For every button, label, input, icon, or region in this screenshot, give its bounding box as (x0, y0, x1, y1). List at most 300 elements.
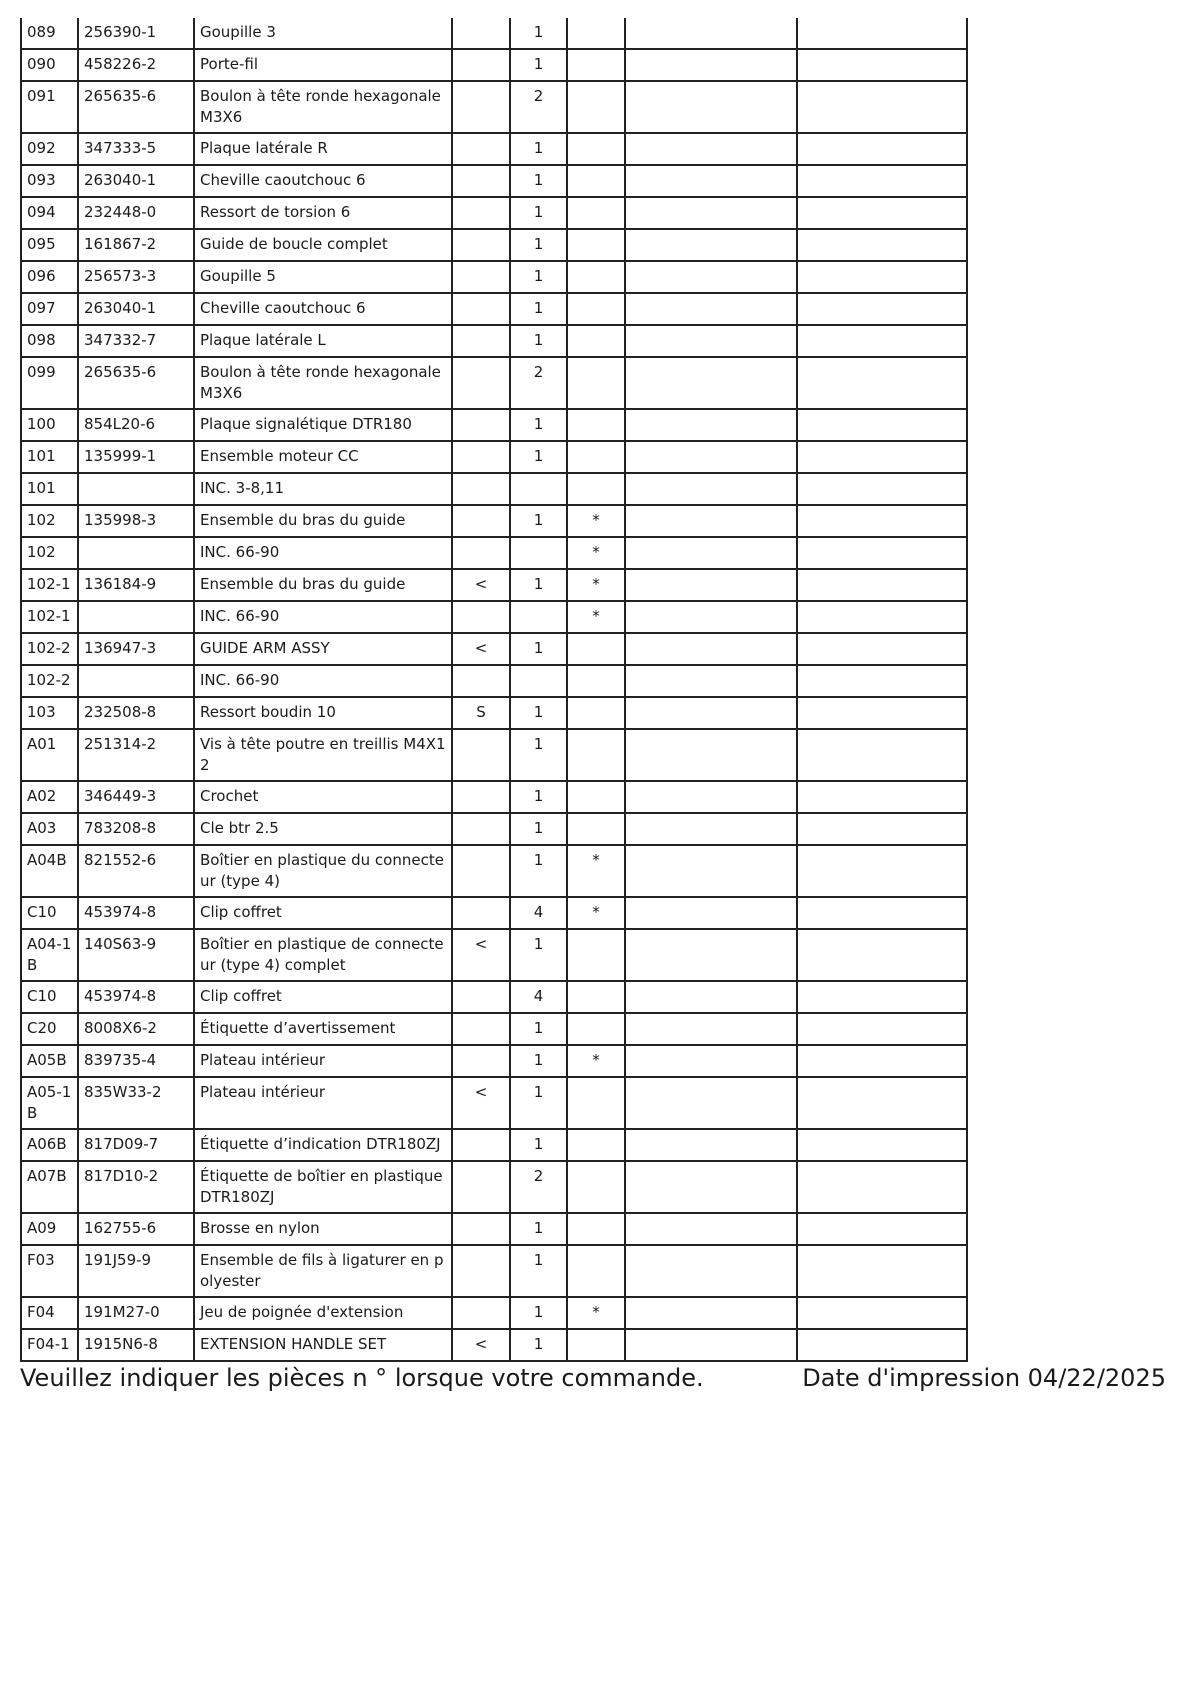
quantity-cell: 1 (510, 18, 567, 49)
empty-cell (797, 781, 967, 813)
note-mark-cell (567, 633, 625, 665)
change-flag-cell (452, 781, 510, 813)
quantity-cell: 1 (510, 1129, 567, 1161)
part-number-cell: 140S63-9 (78, 929, 194, 981)
quantity-cell: 1 (510, 1013, 567, 1045)
change-flag-cell (452, 729, 510, 781)
empty-cell (625, 229, 797, 261)
description-cell: GUIDE ARM ASSY (194, 633, 452, 665)
empty-cell (797, 697, 967, 729)
quantity-cell: 1 (510, 1213, 567, 1245)
table-row (21, 1129, 967, 1161)
empty-cell (625, 729, 797, 781)
ref-number-cell: 095 (21, 229, 78, 261)
note-mark-cell (567, 1213, 625, 1245)
quantity-cell: 1 (510, 633, 567, 665)
table-row (21, 845, 967, 897)
change-flag-cell (452, 1213, 510, 1245)
order-note: Veuillez indiquer les pièces n ° lorsque votre commande. (20, 1364, 704, 1392)
empty-cell (797, 845, 967, 897)
description-cell: EXTENSION HANDLE SET (194, 1329, 452, 1361)
note-mark-cell: * (567, 505, 625, 537)
empty-cell (797, 473, 967, 505)
change-flag-cell (452, 293, 510, 325)
quantity-cell: 1 (510, 229, 567, 261)
description-cell: Plateau intérieur (194, 1077, 452, 1129)
table-row (21, 697, 967, 729)
quantity-cell: 1 (510, 409, 567, 441)
change-flag-cell: < (452, 569, 510, 601)
empty-cell (625, 601, 797, 633)
description-cell: Boulon à tête ronde hexagonale M3X6 (194, 357, 452, 409)
note-mark-cell (567, 729, 625, 781)
part-number-cell: 162755-6 (78, 1213, 194, 1245)
note-mark-cell (567, 813, 625, 845)
table-row (21, 18, 967, 49)
description-cell: Ensemble du bras du guide (194, 569, 452, 601)
quantity-cell: 2 (510, 81, 567, 133)
ref-number-cell: 103 (21, 697, 78, 729)
change-flag-cell (452, 1129, 510, 1161)
ref-number-cell: 102-2 (21, 665, 78, 697)
quantity-cell: 1 (510, 1245, 567, 1297)
empty-cell (797, 1161, 967, 1213)
part-number-cell (78, 665, 194, 697)
table-row (21, 357, 967, 409)
change-flag-cell (452, 845, 510, 897)
part-number-cell: 136184-9 (78, 569, 194, 601)
ref-number-cell: 099 (21, 357, 78, 409)
note-mark-cell (567, 197, 625, 229)
part-number-cell: 835W33-2 (78, 1077, 194, 1129)
note-mark-cell (567, 441, 625, 473)
note-mark-cell (567, 357, 625, 409)
empty-cell (625, 929, 797, 981)
ref-number-cell: 102-2 (21, 633, 78, 665)
change-flag-cell (452, 81, 510, 133)
quantity-cell: 1 (510, 569, 567, 601)
quantity-cell: 1 (510, 133, 567, 165)
table-row (21, 1297, 967, 1329)
part-number-cell: 232508-8 (78, 697, 194, 729)
part-number-cell: 347332-7 (78, 325, 194, 357)
table-row (21, 81, 967, 133)
quantity-cell: 1 (510, 165, 567, 197)
table-row (21, 325, 967, 357)
quantity-cell: 1 (510, 441, 567, 473)
note-mark-cell (567, 293, 625, 325)
table-row (21, 781, 967, 813)
table-row (21, 665, 967, 697)
note-mark-cell (567, 81, 625, 133)
table-row (21, 49, 967, 81)
empty-cell (625, 18, 797, 49)
ref-number-cell: A06B (21, 1129, 78, 1161)
empty-cell (625, 1045, 797, 1077)
empty-cell (797, 1045, 967, 1077)
table-row (21, 981, 967, 1013)
part-number-cell: 854L20-6 (78, 409, 194, 441)
part-number-cell: 265635-6 (78, 357, 194, 409)
ref-number-cell: A04-1 B (21, 929, 78, 981)
empty-cell (625, 1213, 797, 1245)
empty-cell (797, 49, 967, 81)
note-mark-cell (567, 981, 625, 1013)
empty-cell (625, 697, 797, 729)
note-mark-cell (567, 697, 625, 729)
part-number-cell: 453974-8 (78, 981, 194, 1013)
empty-cell (797, 325, 967, 357)
empty-cell (797, 18, 967, 49)
empty-cell (797, 897, 967, 929)
ref-number-cell: 089 (21, 18, 78, 49)
change-flag-cell (452, 261, 510, 293)
change-flag-cell (452, 133, 510, 165)
ref-number-cell: F04 (21, 1297, 78, 1329)
description-cell: Étiquette d’avertissement (194, 1013, 452, 1045)
change-flag-cell (452, 981, 510, 1013)
empty-cell (625, 665, 797, 697)
description-cell: Plateau intérieur (194, 1045, 452, 1077)
empty-cell (625, 537, 797, 569)
change-flag-cell (452, 441, 510, 473)
part-number-cell: 232448-0 (78, 197, 194, 229)
table-row (21, 409, 967, 441)
note-mark-cell: * (567, 537, 625, 569)
empty-cell (797, 229, 967, 261)
note-mark-cell (567, 229, 625, 261)
empty-cell (625, 845, 797, 897)
note-mark-cell: * (567, 845, 625, 897)
change-flag-cell (452, 665, 510, 697)
change-flag-cell (452, 897, 510, 929)
empty-cell (797, 357, 967, 409)
change-flag-cell (452, 473, 510, 505)
description-cell: Cheville caoutchouc 6 (194, 165, 452, 197)
print-date: Date d'impression 04/22/2025 (802, 1364, 1166, 1392)
table-row (21, 929, 967, 981)
part-number-cell: 817D09-7 (78, 1129, 194, 1161)
note-mark-cell (567, 1329, 625, 1361)
table-row (21, 133, 967, 165)
change-flag-cell (452, 1161, 510, 1213)
empty-cell (797, 1077, 967, 1129)
ref-number-cell: 097 (21, 293, 78, 325)
quantity-cell: 1 (510, 845, 567, 897)
empty-cell (625, 981, 797, 1013)
empty-cell (797, 165, 967, 197)
quantity-cell: 1 (510, 729, 567, 781)
table-row (21, 601, 967, 633)
empty-cell (797, 1129, 967, 1161)
table-row (21, 633, 967, 665)
ref-number-cell: C20 (21, 1013, 78, 1045)
note-mark-cell (567, 929, 625, 981)
description-cell: Boîtier en plastique du connecte ur (type 4) (194, 845, 452, 897)
quantity-cell: 1 (510, 49, 567, 81)
note-mark-cell (567, 18, 625, 49)
table-row (21, 261, 967, 293)
table-row (21, 537, 967, 569)
empty-cell (625, 1297, 797, 1329)
quantity-cell: 1 (510, 1329, 567, 1361)
description-cell: Plaque latérale R (194, 133, 452, 165)
empty-cell (797, 813, 967, 845)
ref-number-cell: 102 (21, 537, 78, 569)
ref-number-cell: 102-1 (21, 601, 78, 633)
change-flag-cell (452, 197, 510, 229)
empty-cell (797, 929, 967, 981)
part-number-cell: 256573-3 (78, 261, 194, 293)
description-cell: Boîtier en plastique de connecte ur (type 4) complet (194, 929, 452, 981)
empty-cell (625, 1077, 797, 1129)
table-row (21, 293, 967, 325)
table-row (21, 473, 967, 505)
ref-number-cell: A03 (21, 813, 78, 845)
empty-cell (625, 781, 797, 813)
empty-cell (797, 133, 967, 165)
description-cell: Plaque latérale L (194, 325, 452, 357)
table-row (21, 1329, 967, 1361)
part-number-cell: 135998-3 (78, 505, 194, 537)
part-number-cell: 783208-8 (78, 813, 194, 845)
change-flag-cell: < (452, 633, 510, 665)
description-cell: Cheville caoutchouc 6 (194, 293, 452, 325)
ref-number-cell: 102 (21, 505, 78, 537)
part-number-cell: 191J59-9 (78, 1245, 194, 1297)
part-number-cell: 191M27-0 (78, 1297, 194, 1329)
quantity-cell: 2 (510, 357, 567, 409)
empty-cell (797, 409, 967, 441)
empty-cell (625, 409, 797, 441)
empty-cell (625, 325, 797, 357)
note-mark-cell (567, 165, 625, 197)
table-row (21, 813, 967, 845)
note-mark-cell: * (567, 897, 625, 929)
table-row (21, 729, 967, 781)
ref-number-cell: 101 (21, 441, 78, 473)
quantity-cell: 1 (510, 1077, 567, 1129)
change-flag-cell: < (452, 1077, 510, 1129)
quantity-cell: 1 (510, 293, 567, 325)
quantity-cell: 1 (510, 261, 567, 293)
table-row (21, 1161, 967, 1213)
change-flag-cell (452, 505, 510, 537)
empty-cell (625, 897, 797, 929)
empty-cell (625, 261, 797, 293)
ref-number-cell: 100 (21, 409, 78, 441)
ref-number-cell: 093 (21, 165, 78, 197)
description-cell: INC. 66-90 (194, 665, 452, 697)
change-flag-cell (452, 165, 510, 197)
empty-cell (797, 293, 967, 325)
parts-table (20, 18, 968, 1362)
part-number-cell: 458226-2 (78, 49, 194, 81)
part-number-cell: 346449-3 (78, 781, 194, 813)
description-cell: Crochet (194, 781, 452, 813)
ref-number-cell: 091 (21, 81, 78, 133)
change-flag-cell (452, 601, 510, 633)
quantity-cell: 1 (510, 505, 567, 537)
ref-number-cell: 101 (21, 473, 78, 505)
ref-number-cell: 102-1 (21, 569, 78, 601)
empty-cell (797, 1213, 967, 1245)
ref-number-cell: 094 (21, 197, 78, 229)
ref-number-cell: A05-1 B (21, 1077, 78, 1129)
note-mark-cell (567, 261, 625, 293)
empty-cell (797, 981, 967, 1013)
empty-cell (625, 1161, 797, 1213)
table-row (21, 441, 967, 473)
change-flag-cell (452, 409, 510, 441)
empty-cell (625, 357, 797, 409)
quantity-cell: 1 (510, 1297, 567, 1329)
quantity-cell (510, 665, 567, 697)
description-cell: Ensemble de fils à ligaturer en p olyester (194, 1245, 452, 1297)
empty-cell (625, 1245, 797, 1297)
empty-cell (797, 665, 967, 697)
note-mark-cell (567, 49, 625, 81)
ref-number-cell: 098 (21, 325, 78, 357)
empty-cell (797, 505, 967, 537)
description-cell: Ensemble moteur CC (194, 441, 452, 473)
part-number-cell: 263040-1 (78, 293, 194, 325)
part-number-cell (78, 601, 194, 633)
ref-number-cell: F03 (21, 1245, 78, 1297)
note-mark-cell (567, 665, 625, 697)
table-row (21, 897, 967, 929)
note-mark-cell: * (567, 601, 625, 633)
description-cell: Vis à tête poutre en treillis M4X1 2 (194, 729, 452, 781)
part-number-cell: 453974-8 (78, 897, 194, 929)
note-mark-cell (567, 325, 625, 357)
table-row (21, 165, 967, 197)
ref-number-cell: A05B (21, 1045, 78, 1077)
part-number-cell: 136947-3 (78, 633, 194, 665)
part-number-cell: 817D10-2 (78, 1161, 194, 1213)
change-flag-cell: < (452, 1329, 510, 1361)
empty-cell (797, 81, 967, 133)
quantity-cell: 1 (510, 697, 567, 729)
ref-number-cell: A02 (21, 781, 78, 813)
description-cell: Ressort boudin 10 (194, 697, 452, 729)
note-mark-cell (567, 1013, 625, 1045)
change-flag-cell: < (452, 929, 510, 981)
quantity-cell: 1 (510, 325, 567, 357)
part-number-cell (78, 537, 194, 569)
quantity-cell: 1 (510, 197, 567, 229)
table-row (21, 569, 967, 601)
quantity-cell: 1 (510, 813, 567, 845)
ref-number-cell: A04B (21, 845, 78, 897)
note-mark-cell (567, 1161, 625, 1213)
empty-cell (625, 197, 797, 229)
description-cell: Jeu de poignée d'extension (194, 1297, 452, 1329)
description-cell: Clip coffret (194, 897, 452, 929)
description-cell: Brosse en nylon (194, 1213, 452, 1245)
quantity-cell: 4 (510, 981, 567, 1013)
part-number-cell: 1915N6-8 (78, 1329, 194, 1361)
empty-cell (625, 633, 797, 665)
description-cell: Ressort de torsion 6 (194, 197, 452, 229)
ref-number-cell: A01 (21, 729, 78, 781)
quantity-cell (510, 601, 567, 633)
part-number-cell: 839735-4 (78, 1045, 194, 1077)
ref-number-cell: 096 (21, 261, 78, 293)
note-mark-cell (567, 1245, 625, 1297)
part-number-cell: 256390-1 (78, 18, 194, 49)
ref-number-cell: A07B (21, 1161, 78, 1213)
note-mark-cell: * (567, 1297, 625, 1329)
empty-cell (625, 1329, 797, 1361)
change-flag-cell (452, 1013, 510, 1045)
part-number-cell: 263040-1 (78, 165, 194, 197)
ref-number-cell: F04-1 (21, 1329, 78, 1361)
change-flag-cell (452, 18, 510, 49)
empty-cell (625, 165, 797, 197)
table-row (21, 1213, 967, 1245)
empty-cell (797, 1013, 967, 1045)
empty-cell (797, 261, 967, 293)
description-cell: Étiquette de boîtier en plastique DTR180ZJ (194, 1161, 452, 1213)
empty-cell (625, 473, 797, 505)
empty-cell (797, 537, 967, 569)
description-cell: INC. 66-90 (194, 601, 452, 633)
quantity-cell: 2 (510, 1161, 567, 1213)
change-flag-cell: S (452, 697, 510, 729)
empty-cell (625, 1129, 797, 1161)
part-number-cell: 347333-5 (78, 133, 194, 165)
description-cell: Ensemble du bras du guide (194, 505, 452, 537)
note-mark-cell (567, 781, 625, 813)
change-flag-cell (452, 1297, 510, 1329)
table-row (21, 505, 967, 537)
empty-cell (797, 197, 967, 229)
description-cell: Cle btr 2.5 (194, 813, 452, 845)
note-mark-cell (567, 473, 625, 505)
empty-cell (625, 813, 797, 845)
empty-cell (625, 569, 797, 601)
note-mark-cell: * (567, 1045, 625, 1077)
change-flag-cell (452, 1245, 510, 1297)
quantity-cell (510, 473, 567, 505)
description-cell: Clip coffret (194, 981, 452, 1013)
ref-number-cell: 092 (21, 133, 78, 165)
part-number-cell: 265635-6 (78, 81, 194, 133)
empty-cell (625, 81, 797, 133)
empty-cell (797, 441, 967, 473)
change-flag-cell (452, 49, 510, 81)
note-mark-cell (567, 133, 625, 165)
ref-number-cell: 090 (21, 49, 78, 81)
table-row (21, 1245, 967, 1297)
empty-cell (625, 505, 797, 537)
quantity-cell: 1 (510, 929, 567, 981)
table-row (21, 1013, 967, 1045)
description-cell: Boulon à tête ronde hexagonale M3X6 (194, 81, 452, 133)
note-mark-cell (567, 409, 625, 441)
empty-cell (625, 441, 797, 473)
table-row (21, 197, 967, 229)
note-mark-cell: * (567, 569, 625, 601)
parts-table-body (21, 18, 967, 1361)
empty-cell (797, 633, 967, 665)
description-cell: Guide de boucle complet (194, 229, 452, 261)
empty-cell (625, 133, 797, 165)
empty-cell (797, 729, 967, 781)
description-cell: Porte-fil (194, 49, 452, 81)
empty-cell (625, 49, 797, 81)
